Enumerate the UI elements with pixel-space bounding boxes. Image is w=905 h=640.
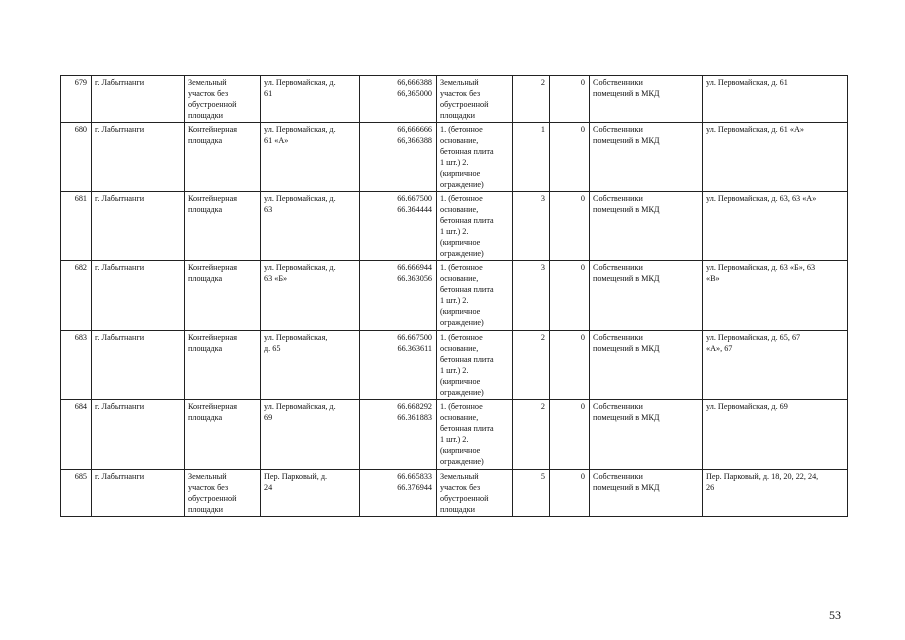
other-count-cell: 0	[550, 470, 590, 517]
page-number: 53	[829, 608, 841, 622]
address-cell: ул. Первомайская, д. 65	[261, 331, 360, 400]
table-row	[61, 331, 848, 400]
city-cell: г. Лабытнанги	[92, 470, 185, 517]
table-row	[61, 400, 848, 470]
served-objects-cell: ул. Первомайская, д. 65, 67 «А», 67	[703, 331, 848, 400]
address-cell: ул. Первомайская, д. 63 «Б»	[261, 261, 360, 331]
served-objects-cell: Пер. Парковый, д. 18, 20, 22, 24, 26	[703, 470, 848, 517]
city-cell: г. Лабытнанги	[92, 261, 185, 331]
containers-cell: 2	[513, 76, 550, 123]
containers-cell: 5	[513, 470, 550, 517]
containers-cell: 3	[513, 192, 550, 261]
other-count-cell: 0	[550, 76, 590, 123]
site-type-cell: Земельный участок без обустроенной площадки	[185, 76, 261, 123]
city-cell: г. Лабытнанги	[92, 400, 185, 470]
city-cell: г. Лабытнанги	[92, 192, 185, 261]
site-type-cell: Контейнерная площадка	[185, 261, 261, 331]
other-count-cell: 0	[550, 123, 590, 192]
containers-cell: 3	[513, 261, 550, 331]
other-count-cell: 0	[550, 331, 590, 400]
table-row	[61, 192, 848, 261]
row-number: 684	[61, 400, 92, 470]
surface-cell: Земельный участок без обустроенной площадки	[437, 470, 513, 517]
site-type-cell: Земельный участок без обустроенной площадки	[185, 470, 261, 517]
surface-cell: Земельный участок без обустроенной площадки	[437, 76, 513, 123]
surface-cell: 1. (бетонное основание, бетонная плита 1 шт.) 2. (кирпичное ограждение)	[437, 400, 513, 470]
owner-cell: Собственники помещений в МКД	[590, 331, 703, 400]
coordinates-cell: 66.667500 66.363611	[360, 331, 437, 400]
coordinates-cell: 66.665833 66.376944	[360, 470, 437, 517]
table-row	[61, 261, 848, 331]
site-type-cell: Контейнерная площадка	[185, 400, 261, 470]
surface-cell: 1. (бетонное основание, бетонная плита 1 шт.) 2. (кирпичное ограждение)	[437, 331, 513, 400]
coordinates-cell: 66,666666 66,366388	[360, 123, 437, 192]
row-number: 683	[61, 331, 92, 400]
row-number: 679	[61, 76, 92, 123]
site-type-cell: Контейнерная площадка	[185, 192, 261, 261]
city-cell: г. Лабытнанги	[92, 123, 185, 192]
served-objects-cell: ул. Первомайская, д. 61 «А»	[703, 123, 848, 192]
address-cell: Пер. Парковый, д. 24	[261, 470, 360, 517]
served-objects-cell: ул. Первомайская, д. 69	[703, 400, 848, 470]
owner-cell: Собственники помещений в МКД	[590, 76, 703, 123]
served-objects-cell: ул. Первомайская, д. 63 «Б», 63 «В»	[703, 261, 848, 331]
row-number: 682	[61, 261, 92, 331]
owner-cell: Собственники помещений в МКД	[590, 400, 703, 470]
owner-cell: Собственники помещений в МКД	[590, 123, 703, 192]
coordinates-cell: 66.667500 66.364444	[360, 192, 437, 261]
row-number: 685	[61, 470, 92, 517]
address-cell: ул. Первомайская, д. 63	[261, 192, 360, 261]
address-cell: ул. Первомайская, д. 61	[261, 76, 360, 123]
other-count-cell: 0	[550, 400, 590, 470]
surface-cell: 1. (бетонное основание, бетонная плита 1 шт.) 2. (кирпичное ограждение)	[437, 192, 513, 261]
containers-cell: 2	[513, 331, 550, 400]
owner-cell: Собственники помещений в МКД	[590, 470, 703, 517]
city-cell: г. Лабытнанги	[92, 76, 185, 123]
containers-cell: 2	[513, 400, 550, 470]
surface-cell: 1. (бетонное основание, бетонная плита 1 шт.) 2. (кирпичное ограждение)	[437, 261, 513, 331]
address-cell: ул. Первомайская, д. 69	[261, 400, 360, 470]
table-row	[61, 470, 848, 517]
owner-cell: Собственники помещений в МКД	[590, 261, 703, 331]
table-row	[61, 123, 848, 192]
city-cell: г. Лабытнанги	[92, 331, 185, 400]
registry-table	[60, 75, 848, 517]
table-row	[61, 76, 848, 123]
row-number: 680	[61, 123, 92, 192]
containers-cell: 1	[513, 123, 550, 192]
site-type-cell: Контейнерная площадка	[185, 123, 261, 192]
site-type-cell: Контейнерная площадка	[185, 331, 261, 400]
other-count-cell: 0	[550, 192, 590, 261]
surface-cell: 1. (бетонное основание, бетонная плита 1 шт.) 2. (кирпичное ограждение)	[437, 123, 513, 192]
served-objects-cell: ул. Первомайская, д. 61	[703, 76, 848, 123]
served-objects-cell: ул. Первомайская, д. 63, 63 «А»	[703, 192, 848, 261]
owner-cell: Собственники помещений в МКД	[590, 192, 703, 261]
address-cell: ул. Первомайская, д. 61 «А»	[261, 123, 360, 192]
other-count-cell: 0	[550, 261, 590, 331]
coordinates-cell: 66,666388 66,365000	[360, 76, 437, 123]
row-number: 681	[61, 192, 92, 261]
coordinates-cell: 66.668292 66.361883	[360, 400, 437, 470]
coordinates-cell: 66.666944 66.363056	[360, 261, 437, 331]
